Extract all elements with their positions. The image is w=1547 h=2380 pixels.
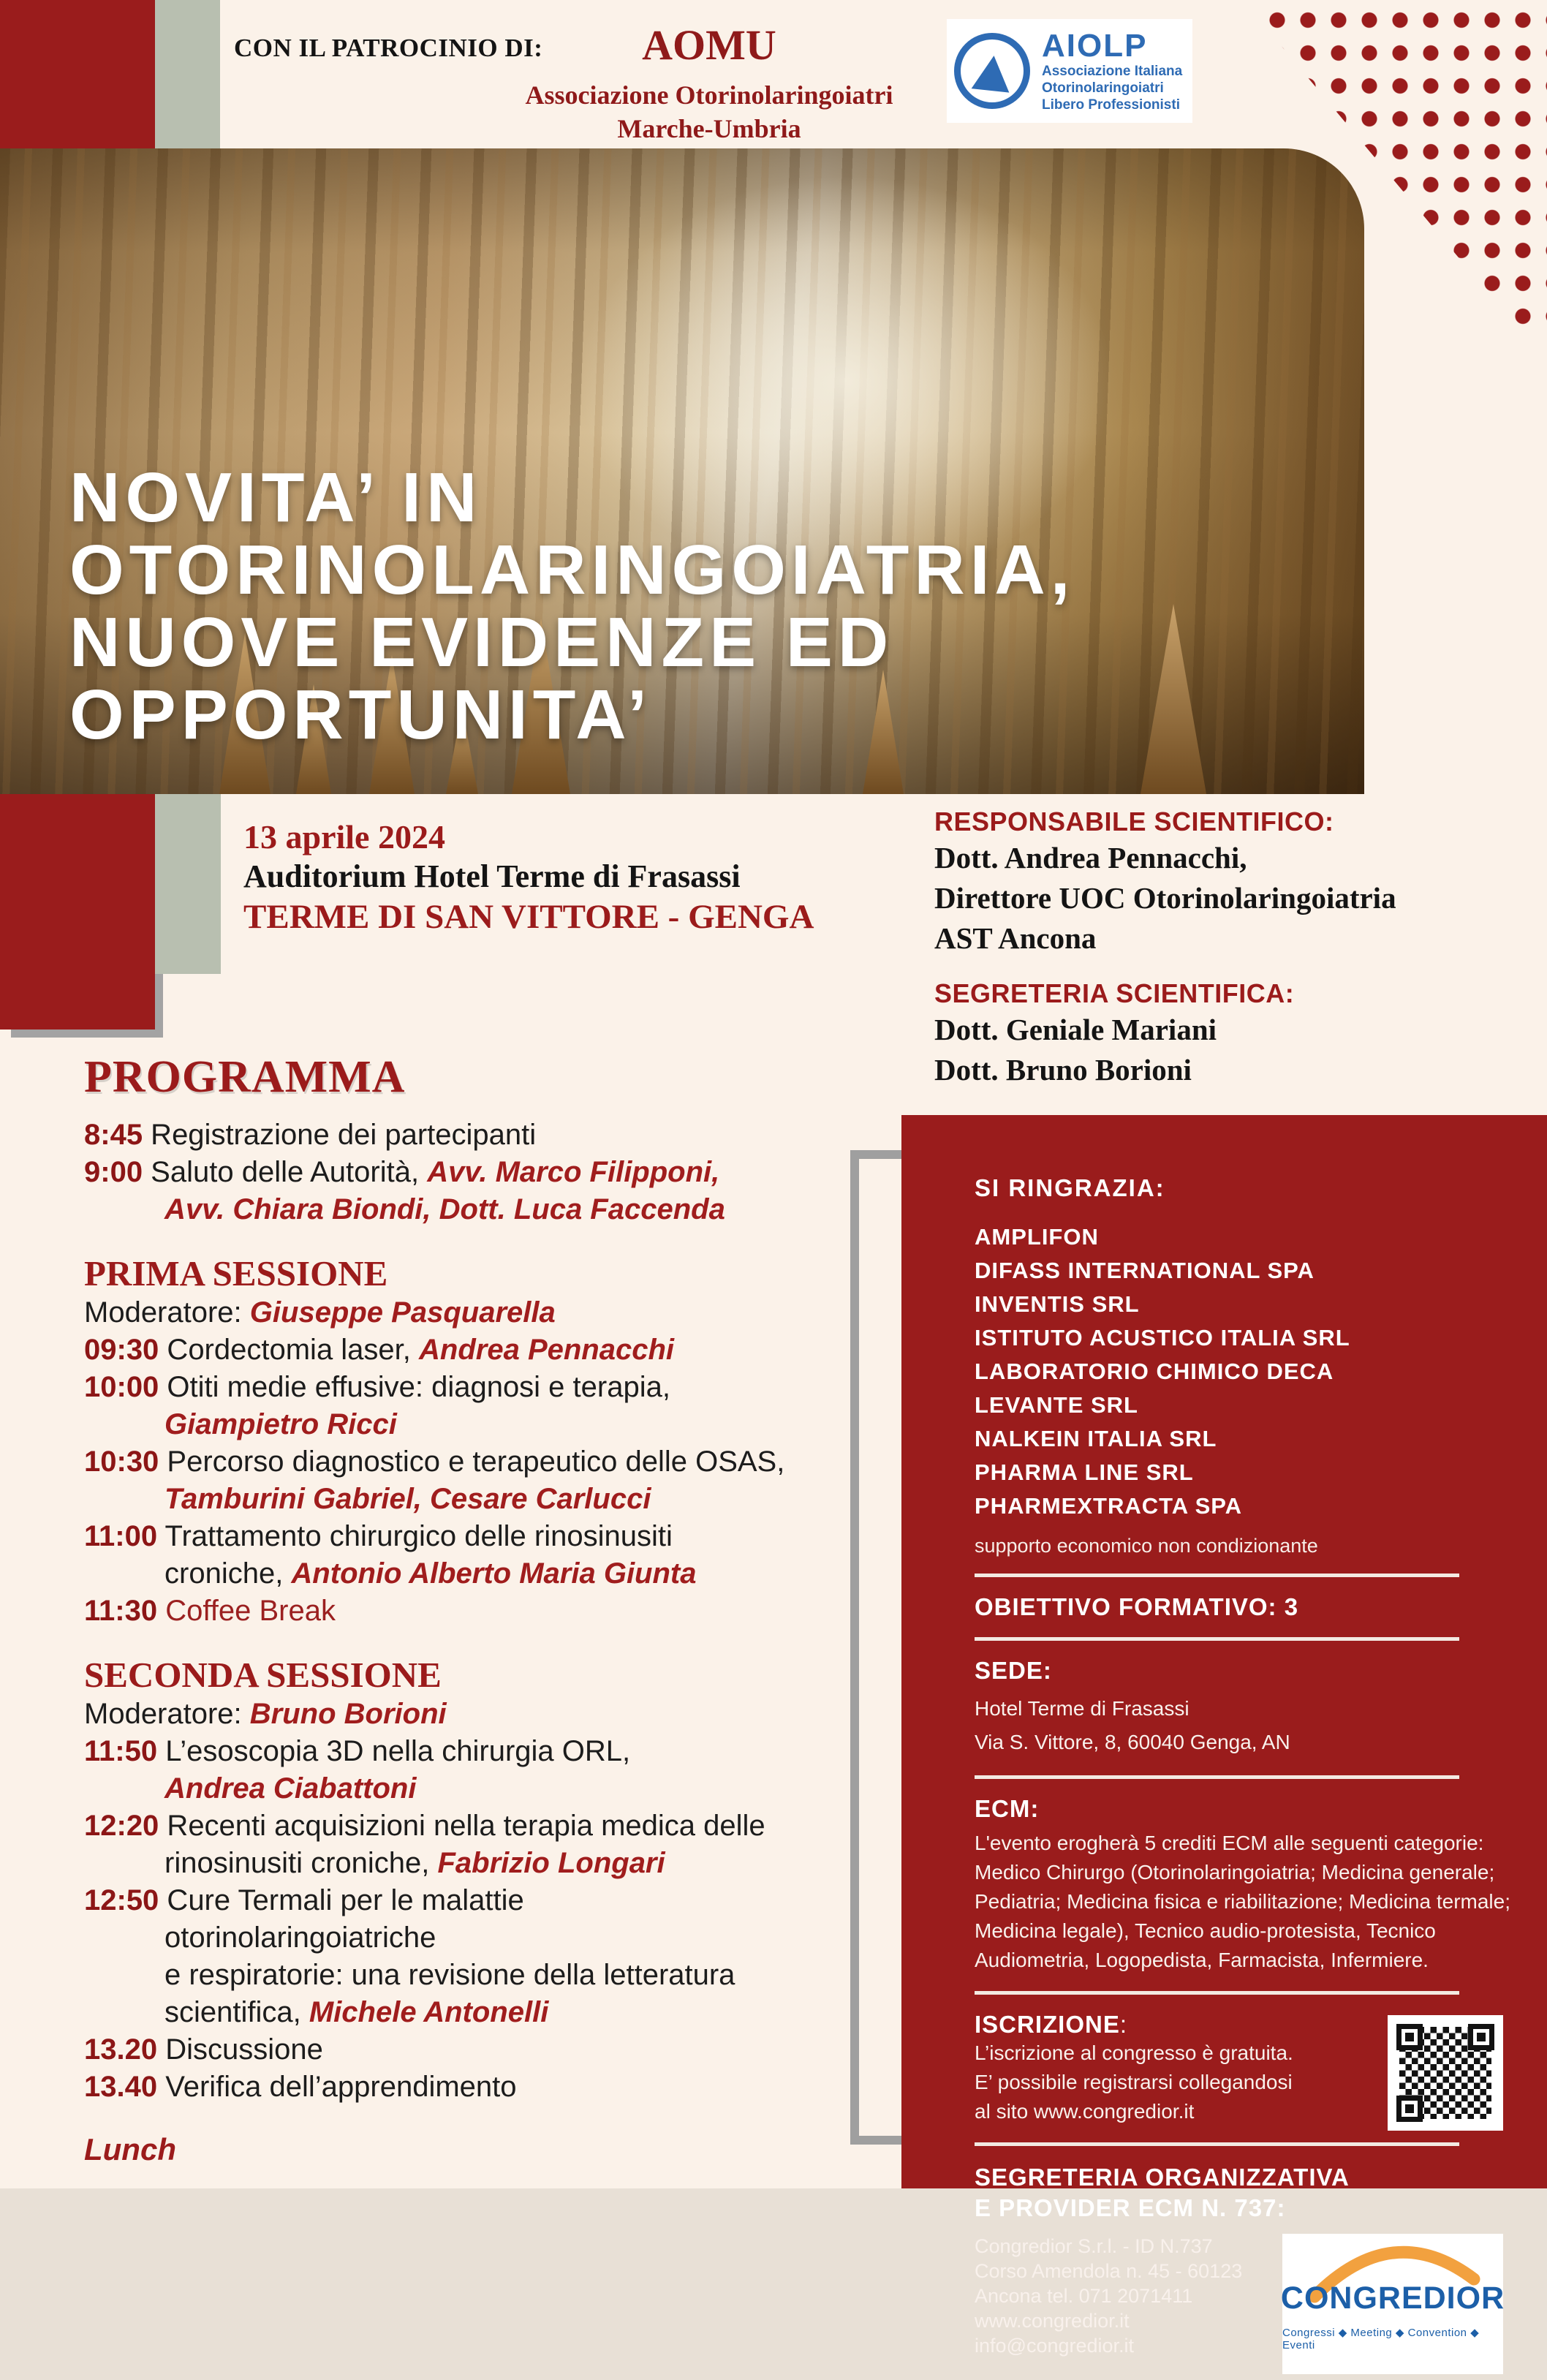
- program-row: 11:00 Trattamento chirurgico delle rinosinusiti: [84, 1520, 673, 1552]
- program-row: 9:00 Saluto delle Autorità, Avv. Marco Filipponi,: [84, 1156, 720, 1188]
- program-row: e respiratorie: una revisione della letteratura: [164, 1959, 735, 1991]
- event-details: [243, 817, 814, 937]
- aiolp-logo: [947, 19, 1192, 123]
- program-row: otorinolaringoiatriche: [164, 1922, 436, 1954]
- organizer-heading-line1: SEGRETERIA ORGANIZZATIVA: [975, 2164, 1350, 2191]
- session2-heading: SECONDA SESSIONE: [84, 1655, 442, 1695]
- sponsor-item: LEVANTE SRL: [975, 1392, 1138, 1418]
- qr-code: [1388, 2015, 1503, 2131]
- session1-heading: PRIMA SESSIONE: [84, 1253, 388, 1293]
- sede-heading: SEDE:: [975, 1657, 1052, 1684]
- sede-lines: [975, 1692, 1503, 1759]
- sponsor-item: NALKEIN ITALIA SRL: [975, 1426, 1217, 1451]
- program-row: rinosinusiti croniche, Fabrizio Longari: [164, 1847, 665, 1879]
- session1-moderator: Moderatore: Giuseppe Pasquarella: [84, 1296, 556, 1329]
- sponsor-item: ISTITUTO ACUSTICO ITALIA SRL: [975, 1325, 1350, 1350]
- sponsor-item: LABORATORIO CHIMICO DECA: [975, 1359, 1334, 1384]
- aiolp-sub1: Associazione Italiana: [1042, 63, 1183, 79]
- program-row: 12:50 Cure Termali per le malattie: [84, 1884, 524, 1916]
- aomu-name-line2: Marche-Umbria: [617, 114, 801, 143]
- sage-strip-bottom: [155, 794, 221, 974]
- congredior-logo: [1282, 2234, 1503, 2374]
- registration-block: ISCRIZIONE: L’iscrizione al congresso è gratuita. E’ possibile registrarsi collegandosi al sito www.congredior.it: [975, 2011, 1503, 2126]
- scientific-lead-line: AST Ancona: [934, 921, 1097, 955]
- event-title-line2: OTORINOLARINGOIATRIA,: [69, 531, 1075, 609]
- event-venue: Auditorium Hotel Terme di Frasassi: [243, 858, 741, 894]
- program-heading: PROGRAMMA: [84, 1052, 406, 1102]
- thanks-heading: SI RINGRAZIA:: [975, 1174, 1165, 1201]
- program-row: 11:30 Coffee Break: [84, 1595, 336, 1627]
- sponsor-item: PHARMA LINE SRL: [975, 1459, 1194, 1485]
- scientific-secretariat-heading: SEGRETERIA SCIENTIFICA:: [934, 978, 1295, 1008]
- sponsor-note: supporto economico non condizionante: [975, 1535, 1318, 1557]
- scientific-secretariat-line: Dott. Bruno Borioni: [934, 1053, 1192, 1087]
- event-title: [69, 458, 1075, 754]
- ecm-paragraph: L'evento erogherà 5 crediti ECM alle seguenti categorie: Medico Chirurgo (Otorinolaringoiatria; Medicina generale; Pediatria; Medicina fisica e riabilitazione; Medicina termale; Medicina legale), Tecnico audio-protesista, Tecnico Audiometria, Logopedista, Farmacista, Infermiere.: [975, 1832, 1511, 1971]
- scientific-lead-line: Direttore UOC Otorinolaringoiatria: [934, 881, 1396, 915]
- program-row: 09:30 Cordectomia laser, Andrea Pennacchi: [84, 1334, 675, 1366]
- sede-line: Hotel Terme di Frasassi: [975, 1697, 1189, 1720]
- divider: [975, 1637, 1459, 1641]
- program-row: Tamburini Gabriel, Cesare Carlucci: [164, 1483, 651, 1515]
- program-section: [84, 1051, 918, 2167]
- divider: [975, 1991, 1459, 1995]
- sponsor-item: INVENTIS SRL: [975, 1291, 1140, 1317]
- aomu-name-line1: Associazione Otorinolaringoiatri: [525, 80, 893, 110]
- info-panel: [901, 1115, 1547, 2357]
- event-title-line1: NOVITA’ IN: [69, 458, 483, 537]
- sponsor-item: AMPLIFON: [975, 1224, 1099, 1250]
- ecm-heading: ECM:: [975, 1795, 1040, 1822]
- stalagmite-decoration: [1141, 604, 1206, 794]
- patronage-label: CON IL PATROCINIO DI:: [234, 34, 543, 62]
- scientific-secretariat-line: Dott. Geniale Mariani: [934, 1013, 1217, 1046]
- divider: [975, 1574, 1459, 1577]
- aiolp-mountain-icon: [954, 33, 1030, 109]
- congredior-tagline: Congressi ◆ Meeting ◆ Convention ◆ Eventi: [1282, 2327, 1480, 2351]
- program-row: 12:20 Recenti acquisizioni nella terapia medica delle: [84, 1810, 765, 1842]
- sponsor-list: [975, 1220, 1503, 1523]
- registration-heading: ISCRIZIONE:: [975, 2011, 1128, 2038]
- session2-moderator: Moderatore: Bruno Borioni: [84, 1698, 447, 1730]
- program-row: Andrea Ciabattoni: [164, 1772, 417, 1805]
- program-row: 11:50 L’esoscopia 3D nella chirurgia ORL,: [84, 1735, 631, 1767]
- program-row: 13.40 Verifica dell’apprendimento: [84, 2071, 517, 2103]
- organizer-address: Congredior S.r.l. - ID N.737 Corso Amendola n. 45 - 60123 Ancona tel. 071 2071411 www.congredior.it info@congredior.it: [975, 2235, 1243, 2357]
- program-row: croniche, Antonio Alberto Maria Giunta: [164, 1557, 697, 1590]
- scientific-lead-line: Dott. Andrea Pennacchi,: [934, 841, 1247, 874]
- divider: [975, 2142, 1459, 2146]
- program-row: Giampietro Ricci: [164, 1408, 397, 1440]
- red-block-top: [0, 0, 155, 148]
- lunch-label: Lunch: [84, 2132, 176, 2166]
- cave-photo: [0, 148, 1364, 794]
- red-block-bottom: [0, 794, 155, 1030]
- program-row: Avv. Chiara Biondi, Dott. Luca Faccenda: [164, 1193, 725, 1225]
- organizer-row: [975, 2234, 1503, 2380]
- aiolp-name: AIOLP: [1042, 27, 1148, 64]
- program-row: 10:00 Otiti medie effusive: diagnosi e terapia,: [84, 1371, 670, 1403]
- scientific-people: [934, 806, 1396, 1090]
- sage-strip-top: [155, 0, 220, 148]
- aomu-acronym: AOMU: [642, 21, 776, 69]
- sponsor-item: PHARMEXTRACTA SPA: [975, 1493, 1243, 1519]
- program-row: scientifica, Michele Antonelli: [164, 1996, 549, 2028]
- program-row: 10:30 Percorso diagnostico e terapeutico delle OSAS,: [84, 1446, 785, 1478]
- objective-label: OBIETTIVO FORMATIVO: 3: [975, 1593, 1299, 1620]
- aiolp-sub3: Libero Professionisti: [1042, 97, 1180, 113]
- event-title-line4: OPPORTUNITA’: [69, 676, 652, 754]
- aiolp-sub2: Otorinolaringoiatri: [1042, 80, 1164, 96]
- sede-line: Via S. Vittore, 8, 60040 Genga, AN: [975, 1731, 1290, 1753]
- sponsor-item: DIFASS INTERNATIONAL SPA: [975, 1258, 1315, 1283]
- organizer-heading-line2: E PROVIDER ECM N. 737:: [975, 2194, 1286, 2221]
- event-date: 13 aprile 2024: [243, 818, 445, 855]
- program-row: 8:45 Registrazione dei partecipanti: [84, 1119, 537, 1151]
- program-row: 13.20 Discussione: [84, 2033, 323, 2066]
- scientific-lead-heading: RESPONSABILE SCIENTIFICO:: [934, 806, 1334, 836]
- event-title-line3: NUOVE EVIDENZE ED: [69, 603, 894, 681]
- congredior-name: CONGREDIOR: [1280, 2281, 1505, 2316]
- aomu-association-block: [468, 22, 950, 145]
- event-location: TERME DI SAN VITTORE - GENGA: [243, 898, 814, 936]
- divider: [975, 1775, 1459, 1779]
